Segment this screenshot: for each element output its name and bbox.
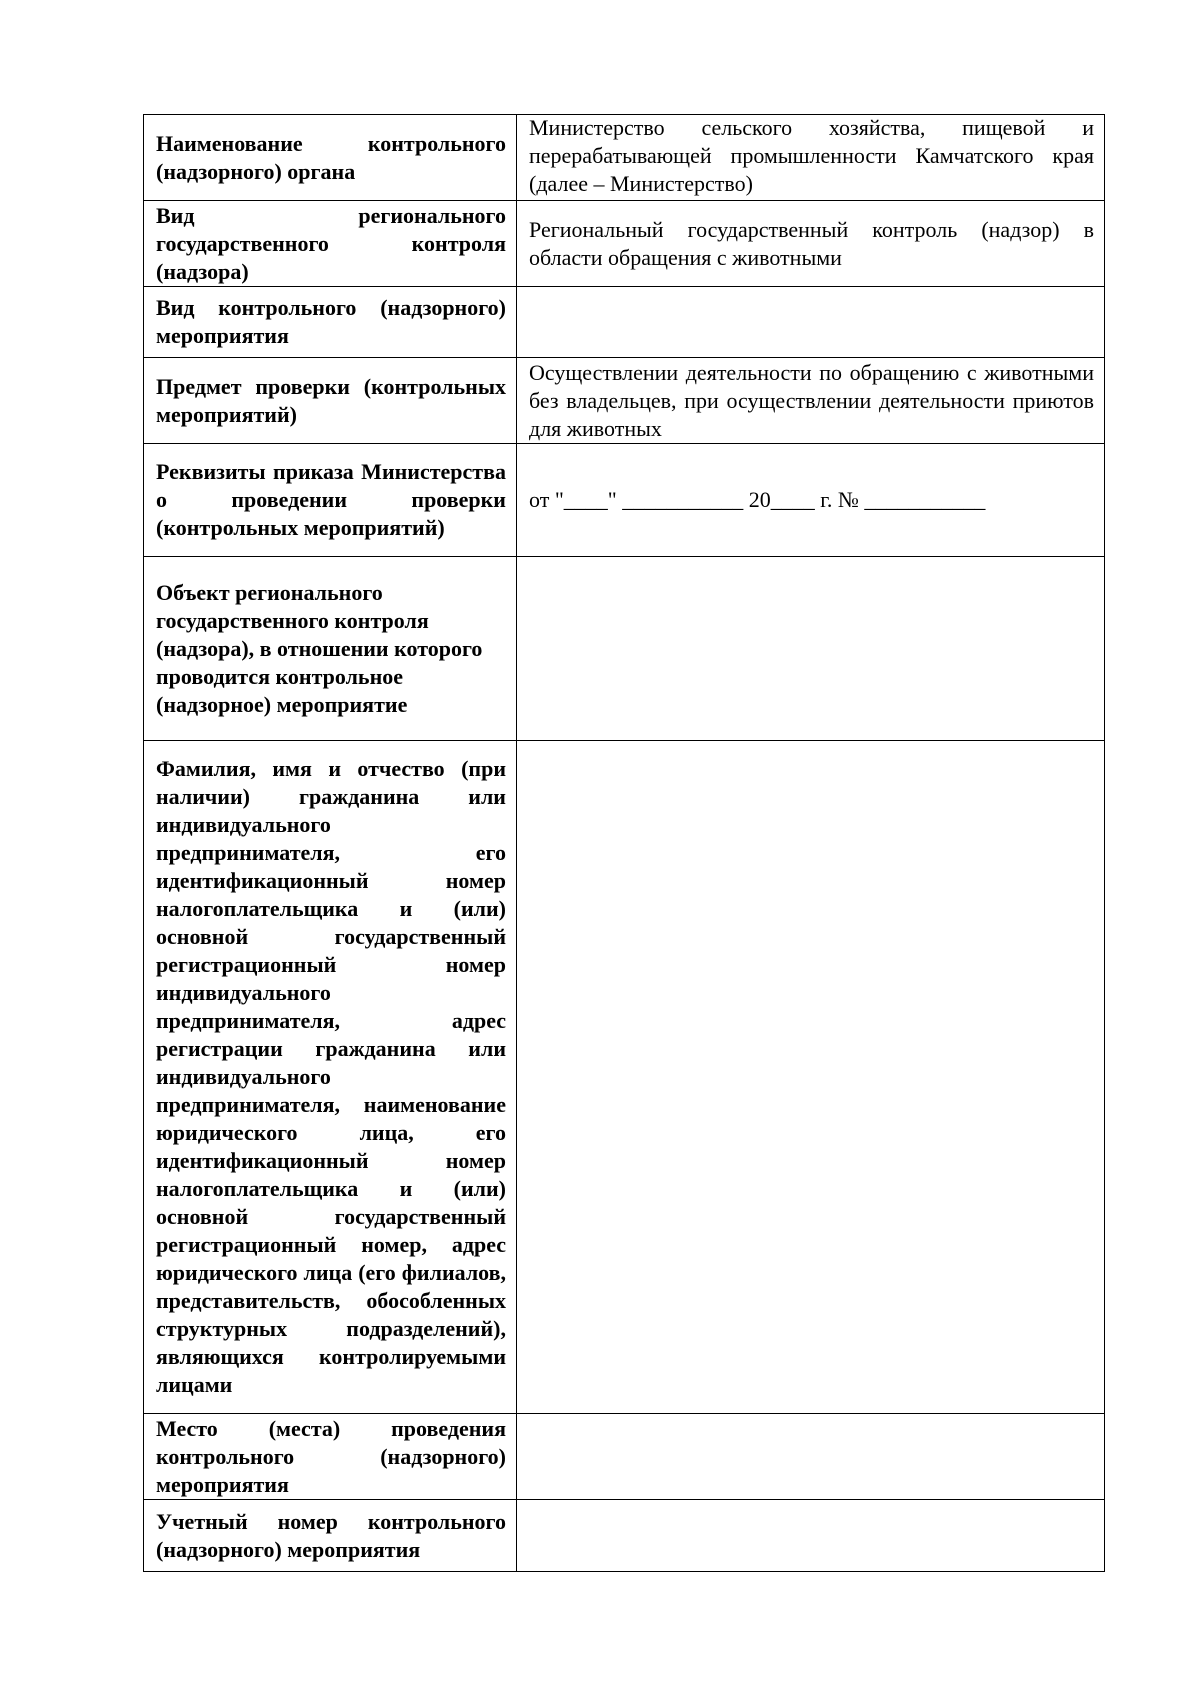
table-row-inspection-subject [144,358,1105,444]
order-details-line: от "____" ___________ 20____ г. № ___________ [529,487,986,512]
label-authority-name [144,115,517,201]
label-text: Наименование контрольного (надзорного) органа [156,130,506,184]
label-order-details [144,444,517,557]
value-registration-number[interactable] [517,1500,1105,1572]
label-inspection-subject [144,358,517,444]
table-row-control-object [144,557,1105,741]
table-row-authority-name [144,115,1105,201]
label-text: Вид контрольного (надзорного) мероприятия [156,295,506,348]
value-event-place[interactable] [517,1414,1105,1500]
label-event-place [144,1414,517,1500]
label-control-type [144,201,517,287]
label-controlled-person [144,741,517,1414]
label-text: Объект регионального государственного контроля (надзора), в отношении которого проводится контрольное (надзорное) мероприятие [156,579,483,717]
label-text: Вид регионального государственного контроля (надзора) [156,202,506,284]
table-row-order-details [144,444,1105,557]
table-row-event-place [144,1414,1105,1500]
value-order-details[interactable] [517,444,1105,557]
value-event-type[interactable] [517,287,1105,358]
label-text: Предмет проверки (контрольных мероприятий) [156,373,506,427]
label-event-type [144,287,517,358]
label-text: Фамилия, имя и отчество (при наличии) гражданина или индивидуального предпринимателя, его идентификационный номер налогоплательщика и (или) основной государственный регистрационный номер индивидуального предпринимателя, адрес регистрации гражданина или индивидуального предпринимателя, наименование юридического лица, его идентификационный номер налогоплательщика и (или) основной государственный регистрационный номер, адрес юридического лица (его филиалов, представительств, обособленных структурных подразделений), являющихся контролируемыми лицами [156,756,506,1397]
label-text: Учетный номер контрольного (надзорного) мероприятия [156,1508,506,1562]
value-text: Региональный государственный контроль (надзор) в области обращения с животными [529,216,1094,270]
value-text: Осуществлении деятельности по обращению с животными без владельцев, при осуществлении деятельности приютов для животных [529,359,1094,441]
value-control-type [517,201,1105,287]
table-row-control-type [144,201,1105,287]
label-text: Место (места) проведения контрольного (надзорного) мероприятия [156,1415,506,1497]
value-control-object[interactable] [517,557,1105,741]
value-authority-name [517,115,1105,201]
label-text: Реквизиты приказа Министерства о проведении проверки (контрольных мероприятий) [156,459,506,540]
table-row-event-type [144,287,1105,358]
label-control-object [144,557,517,741]
label-registration-number [144,1500,517,1572]
value-inspection-subject [517,358,1105,444]
value-controlled-person[interactable] [517,741,1105,1414]
inspection-form-table [143,114,1105,1572]
table-row-controlled-person [144,741,1105,1414]
table-row-registration-number [144,1500,1105,1572]
value-text: Министерство сельского хозяйства, пищевой и перерабатывающей промышленности Камчатского края (далее – Министерство) [529,114,1094,196]
